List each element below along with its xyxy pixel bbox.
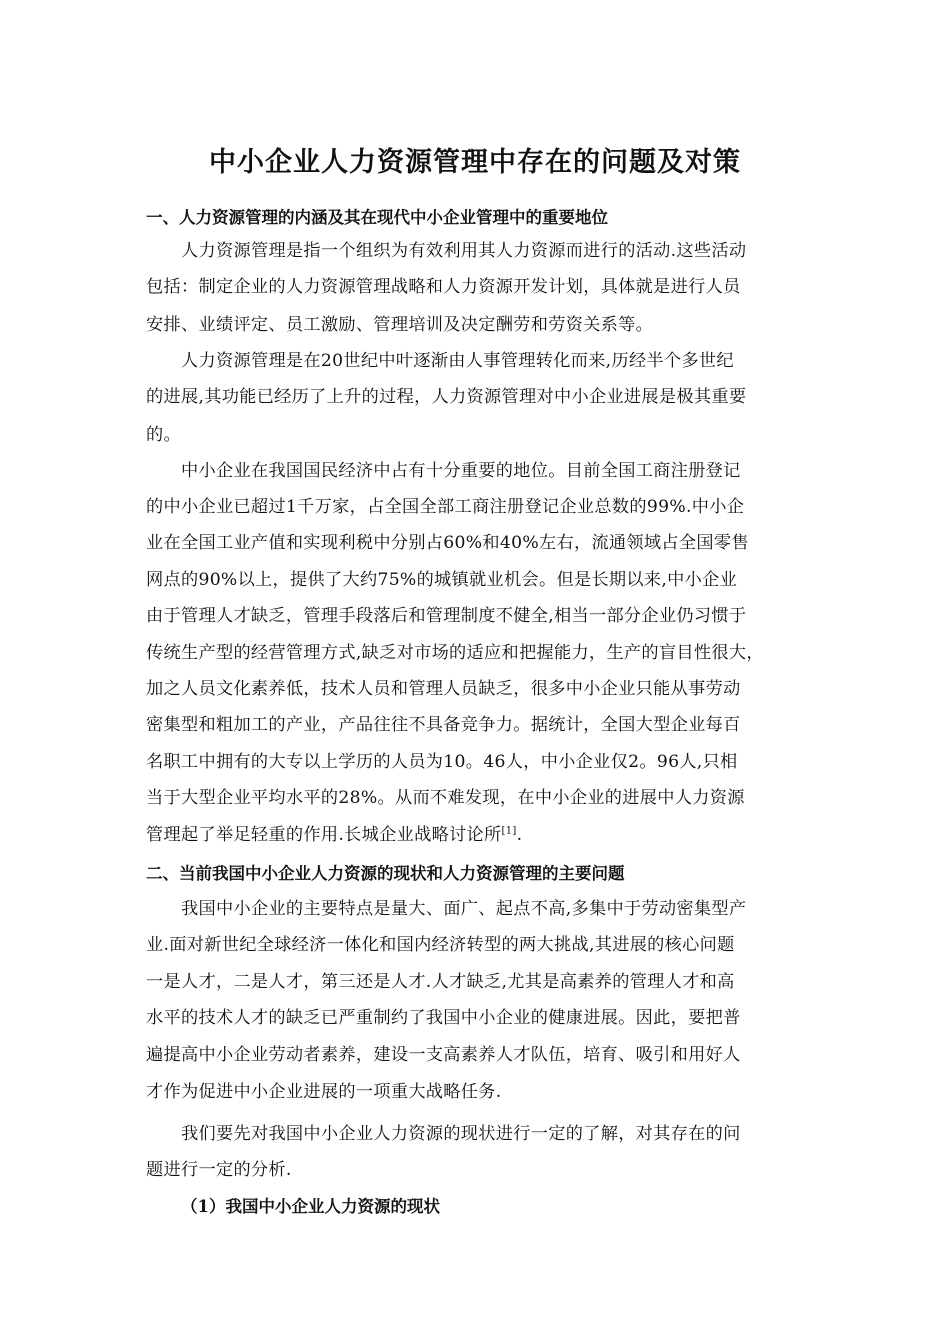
document-title: 中小企业人力资源管理中存在的问题及对策 bbox=[209, 147, 741, 178]
paragraph-line: 业.面对新世纪全球经济一体化和国内经济转型的两大挑战,其进展的核心问题 bbox=[146, 935, 735, 955]
paragraph-line: 传统生产型的经营管理方式,缺乏对市场的适应和把握能力，生产的盲目性很大， bbox=[146, 643, 764, 663]
paragraph-line: 的进展,其功能已经历了上升的过程，人力资源管理对中小企业进展是极其重要 bbox=[146, 387, 747, 407]
paragraph-line: 的。 bbox=[146, 425, 181, 445]
paragraph-line: 的中小企业已超过1千万家，占全国全部工商注册登记企业总数的99%.中小企 bbox=[146, 497, 745, 517]
section-heading-1: 一、人力资源管理的内涵及其在现代中小企业管理中的重要地位 bbox=[146, 208, 608, 227]
paragraph-line: 人力资源管理是指一个组织为有效利用其人力资源而进行的活动.这些活动 bbox=[181, 241, 747, 261]
paragraph-line: 一是人才，二是人才，第三还是人才.人才缺乏,尤其是高素养的管理人才和高 bbox=[146, 972, 735, 992]
paragraph-line: 我国中小企业的主要特点是量大、面广、起点不高,多集中于劳动密集型产 bbox=[181, 899, 747, 919]
paragraph-line: 加之人员文化素养低，技术人员和管理人员缺乏，很多中小企业只能从事劳动 bbox=[146, 679, 741, 699]
paragraph-line: 人力资源管理是在20世纪中叶逐渐由人事管理转化而来,历经半个多世纪 bbox=[181, 351, 734, 371]
paragraph-text: 管理起了举足轻重的作用.长城企业战略讨论所 bbox=[146, 825, 502, 845]
paragraph-line: 由于管理人才缺乏，管理手段落后和管理制度不健全,相当一部分企业仍习惯于 bbox=[146, 606, 747, 626]
paragraph-line: 水平的技术人才的缺乏已严重制约了我国中小企业的健康进展。因此，要把普 bbox=[146, 1008, 741, 1028]
paragraph-line: 我们要先对我国中小企业人力资源的现状进行一定的了解，对其存在的问 bbox=[181, 1124, 741, 1144]
paragraph-line: 遍提高中小企业劳动者素养，建设一支高素养人才队伍，培育、吸引和用好人 bbox=[146, 1045, 741, 1065]
paragraph-line bbox=[146, 820, 522, 845]
section-heading-2: 二、当前我国中小企业人力资源的现状和人力资源管理的主要问题 bbox=[146, 864, 625, 883]
paragraph-line: 才作为促进中小企业进展的一项重大战略任务. bbox=[146, 1082, 502, 1102]
paragraph-line: 题进行一定的分析. bbox=[146, 1160, 292, 1180]
paragraph-line: 安排、业绩评定、员工激励、管理培训及决定酬劳和劳资关系等。 bbox=[146, 315, 654, 335]
subsection-heading: （1）我国中小企业人力资源的现状 bbox=[181, 1197, 440, 1216]
citation-reference[interactable]: [1] bbox=[501, 825, 517, 837]
paragraph-line: 业在全国工业产值和实现利税中分别占60%和40%左右，流通领域占全国零售 bbox=[146, 533, 749, 553]
paragraph-line: 中小企业在我国国民经济中占有十分重要的地位。目前全国工商注册登记 bbox=[181, 461, 741, 481]
paragraph-line: 密集型和粗加工的产业，产品往往不具备竞争力。据统计，全国大型企业每百 bbox=[146, 715, 741, 735]
paragraph-line: 包括：制定企业的人力资源管理战略和人力资源开发计划，具体就是进行人员 bbox=[146, 277, 741, 297]
paragraph-line: 名职工中拥有的大专以上学历的人员为10。46人，中小企业仅2。96人,只相 bbox=[146, 752, 738, 772]
citation-tail: . bbox=[516, 825, 523, 845]
paragraph-line: 网点的90%以上，提供了大约75%的城镇就业机会。但是长期以来,中小企业 bbox=[146, 570, 738, 590]
paragraph-line: 当于大型企业平均水平的28%。从而不难发现，在中小企业的进展中人力资源 bbox=[146, 788, 745, 808]
